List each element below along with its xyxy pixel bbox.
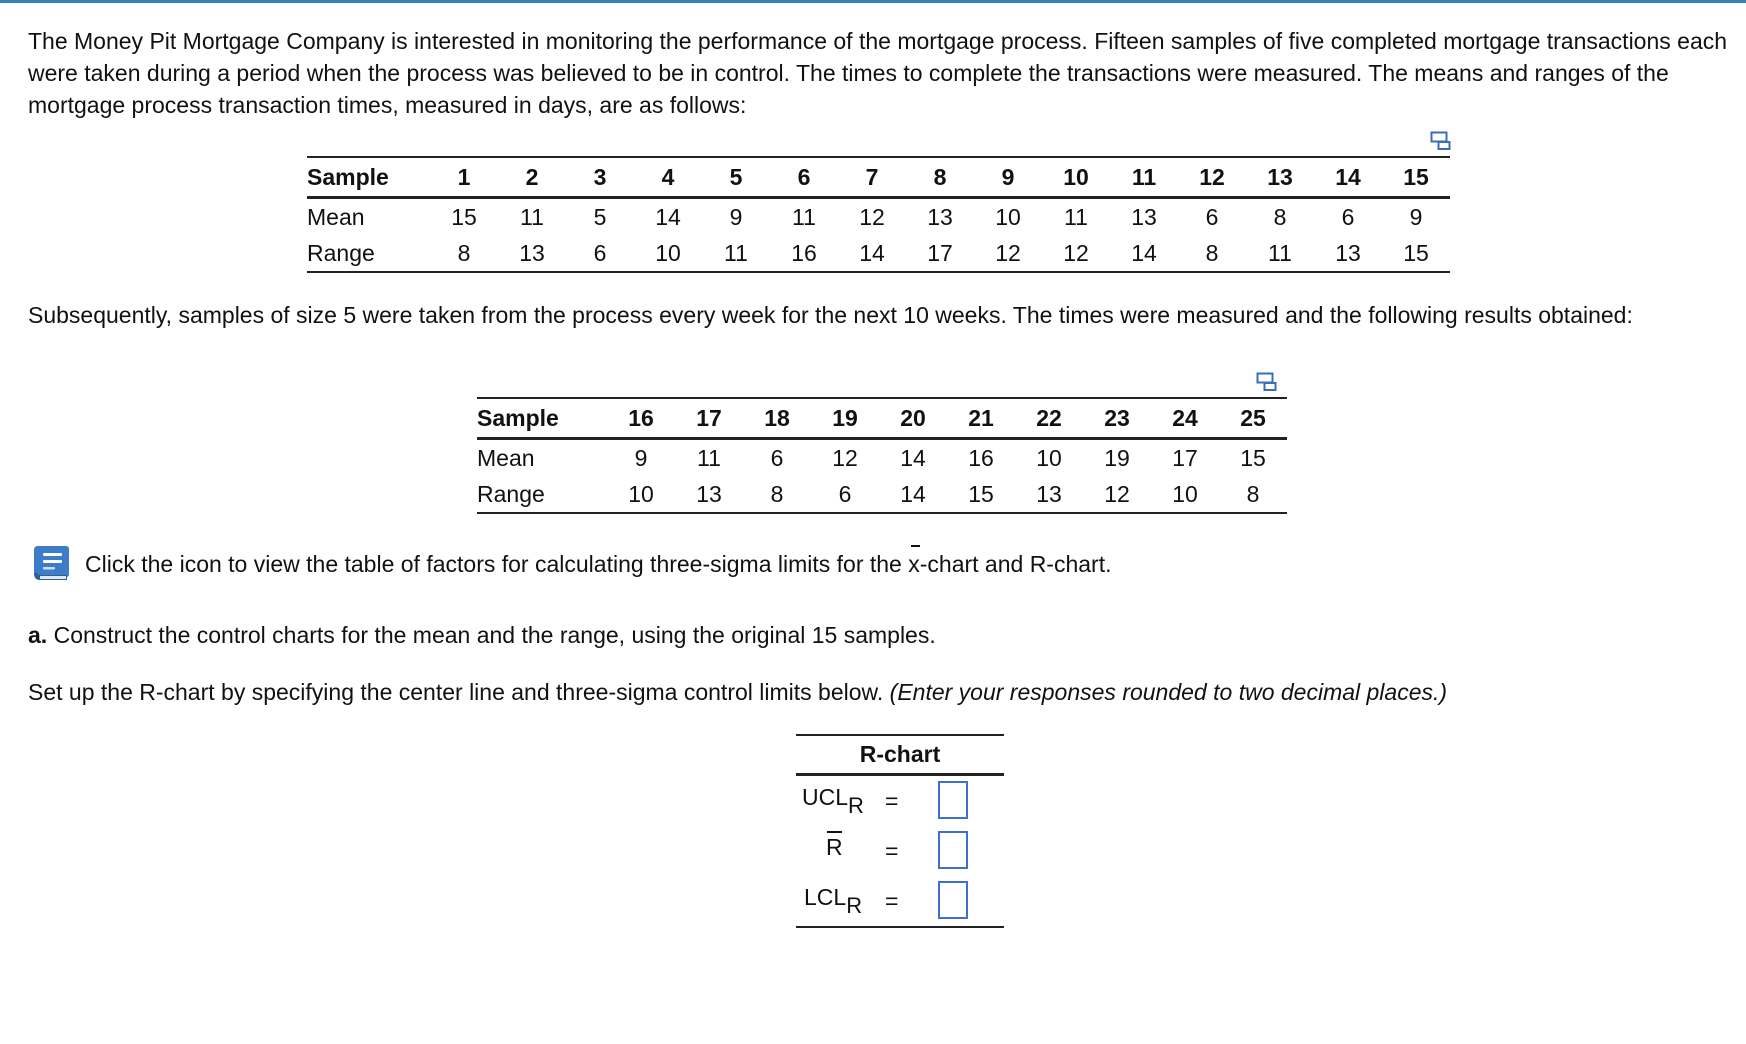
range-value: 16: [791, 239, 817, 266]
table-rule: [796, 926, 1004, 928]
range-value: 10: [1172, 480, 1198, 507]
sample-number: 14: [1335, 163, 1361, 190]
mean-value: 9: [634, 444, 648, 471]
mean-value: 13: [1131, 203, 1157, 230]
mean-value: 12: [832, 444, 858, 471]
part-a-label: a.: [28, 622, 48, 648]
part-a-text: Construct the control charts for the mean and the range, using the original 15 samples.: [47, 622, 936, 648]
row-label: Mean: [307, 203, 365, 230]
range-value: 10: [628, 480, 654, 507]
equals-sign: =: [885, 888, 899, 914]
center-line-row: [796, 826, 1004, 876]
mean-value: 19: [1104, 444, 1130, 471]
range-row: [307, 235, 1450, 272]
mean-value: 6: [1205, 203, 1219, 230]
sample-number: 12: [1199, 163, 1225, 190]
table-header-row: [477, 398, 1287, 439]
range-value: 13: [1335, 239, 1361, 266]
mean-value: 10: [1036, 444, 1062, 471]
sample-number: 19: [832, 404, 858, 431]
instruction-text: [28, 676, 1447, 708]
top-accent-bar: [0, 0, 1746, 3]
lcl-label-sub: R: [846, 893, 863, 918]
sample-number: 1: [457, 163, 471, 190]
sample-number: 25: [1240, 404, 1266, 431]
range-row: [477, 476, 1287, 513]
sample-number: 13: [1267, 163, 1293, 190]
range-value: 12: [1063, 239, 1089, 266]
mean-value: 11: [520, 203, 544, 230]
ucl-label-sub: R: [848, 793, 864, 818]
range-value: 6: [838, 480, 852, 507]
range-value: 15: [1403, 239, 1429, 266]
row-label: Range: [307, 239, 375, 266]
sample-number: 9: [1001, 163, 1015, 190]
sample-number: 6: [797, 163, 811, 190]
ucl-label-main: UCL: [802, 784, 849, 810]
sample-number: 5: [729, 163, 743, 190]
factors-text-after: -chart and R-chart.: [919, 551, 1112, 577]
mean-value: 8: [1273, 203, 1287, 230]
book-icon[interactable]: [29, 542, 73, 584]
lcl-input[interactable]: [938, 881, 968, 919]
range-value: 13: [1036, 480, 1062, 507]
lcl-row: [796, 876, 1004, 926]
x-bar-symbol: x: [908, 548, 920, 580]
r-chart-table: [796, 734, 1004, 928]
range-value: 14: [1131, 239, 1157, 266]
lcl-label: [804, 884, 863, 918]
range-value: 14: [900, 480, 926, 507]
intro-paragraph: The Money Pit Mortgage Company is interested in monitoring the performance of the mortgage process. Fifteen samples of five completed mortgage transactions each were taken during a period when the process was believed to be in control. The times to complete the transactions were measured. The means and ranges of the mortgage process transaction times, measured in days, are as follows:: [28, 28, 1728, 118]
sample-number: 23: [1104, 404, 1130, 431]
sample-number: 8: [933, 163, 947, 190]
r-chart-title: R-chart: [859, 741, 941, 767]
range-value: 17: [927, 239, 953, 266]
mean-value: 14: [900, 444, 926, 471]
header-label: Sample: [307, 163, 389, 190]
range-value: 12: [1104, 480, 1130, 507]
mean-value: 15: [1240, 444, 1266, 471]
range-value: 15: [968, 480, 994, 507]
sample-number: 3: [593, 163, 607, 190]
range-value: 14: [859, 239, 885, 266]
instruction-main: Set up the R-chart by specifying the center line and three-sigma control limits below.: [28, 679, 890, 705]
range-value: 11: [724, 239, 748, 266]
factors-text-before: Click the icon to view the table of factors for calculating three-sigma limits for the: [85, 551, 909, 577]
sample-number: 10: [1063, 163, 1089, 190]
subsequent-samples-table: [477, 397, 1287, 514]
sample-number: 17: [696, 404, 722, 431]
sample-number: 7: [865, 163, 879, 190]
range-value: 13: [519, 239, 545, 266]
copy-table-icon[interactable]: [1256, 372, 1278, 392]
ucl-row: [796, 776, 1004, 826]
sample-number: 18: [764, 404, 790, 431]
sample-number: 21: [968, 404, 994, 431]
sample-number: 4: [661, 163, 675, 190]
part-a-question: [28, 619, 936, 651]
mean-value: 13: [927, 203, 953, 230]
mean-value: 5: [593, 203, 607, 230]
sample-number: 20: [900, 404, 926, 431]
mean-value: 11: [792, 203, 816, 230]
mean-value: 12: [859, 203, 885, 230]
original-samples-table: [307, 156, 1450, 273]
row-label: Range: [477, 480, 545, 507]
sample-number: 15: [1403, 163, 1429, 190]
r-bar-symbol: R: [826, 834, 843, 860]
sample-number: 16: [628, 404, 654, 431]
row-label: Mean: [477, 444, 535, 471]
mean-value: 11: [697, 444, 721, 471]
range-value: 8: [770, 480, 784, 507]
ucl-label: [802, 784, 864, 818]
r-bar-label: [826, 834, 843, 861]
mean-value: 6: [1341, 203, 1355, 230]
mean-value: 6: [770, 444, 784, 471]
subsequent-paragraph: Subsequently, samples of size 5 were taken from the process every week for the next 10 weeks. The times were measured and the following results obtained:: [28, 302, 1633, 328]
center-line-input[interactable]: [938, 831, 968, 869]
mean-row: [477, 439, 1287, 477]
sample-number: 11: [1131, 163, 1157, 190]
mean-value: 11: [1064, 203, 1088, 230]
sample-number: 24: [1172, 404, 1198, 431]
range-value: 12: [995, 239, 1021, 266]
lcl-label-main: LCL: [804, 884, 847, 910]
table-header-row: [307, 157, 1450, 198]
ucl-input[interactable]: [938, 781, 968, 819]
range-value: 6: [593, 239, 607, 266]
instruction-note: (Enter your responses rounded to two decimal places.): [889, 679, 1448, 705]
range-value: 10: [655, 239, 681, 266]
sample-number: 2: [525, 163, 539, 190]
range-value: 8: [1246, 480, 1260, 507]
mean-value: 10: [995, 203, 1021, 230]
mean-value: 9: [1409, 203, 1423, 230]
mean-row: [307, 198, 1450, 236]
header-label: Sample: [477, 404, 559, 431]
mean-value: 14: [655, 203, 681, 230]
copy-table-icon[interactable]: [1430, 131, 1452, 151]
range-value: 8: [1205, 239, 1219, 266]
mean-value: 16: [968, 444, 994, 471]
equals-sign: =: [885, 788, 899, 814]
range-value: 11: [1268, 239, 1292, 266]
mean-value: 9: [729, 203, 743, 230]
equals-sign: =: [885, 838, 899, 864]
range-value: 13: [696, 480, 722, 507]
sample-number: 22: [1036, 404, 1062, 431]
factors-link-text[interactable]: [85, 548, 1112, 580]
range-value: 8: [457, 239, 471, 266]
mean-value: 15: [451, 203, 477, 230]
mean-value: 17: [1172, 444, 1198, 471]
